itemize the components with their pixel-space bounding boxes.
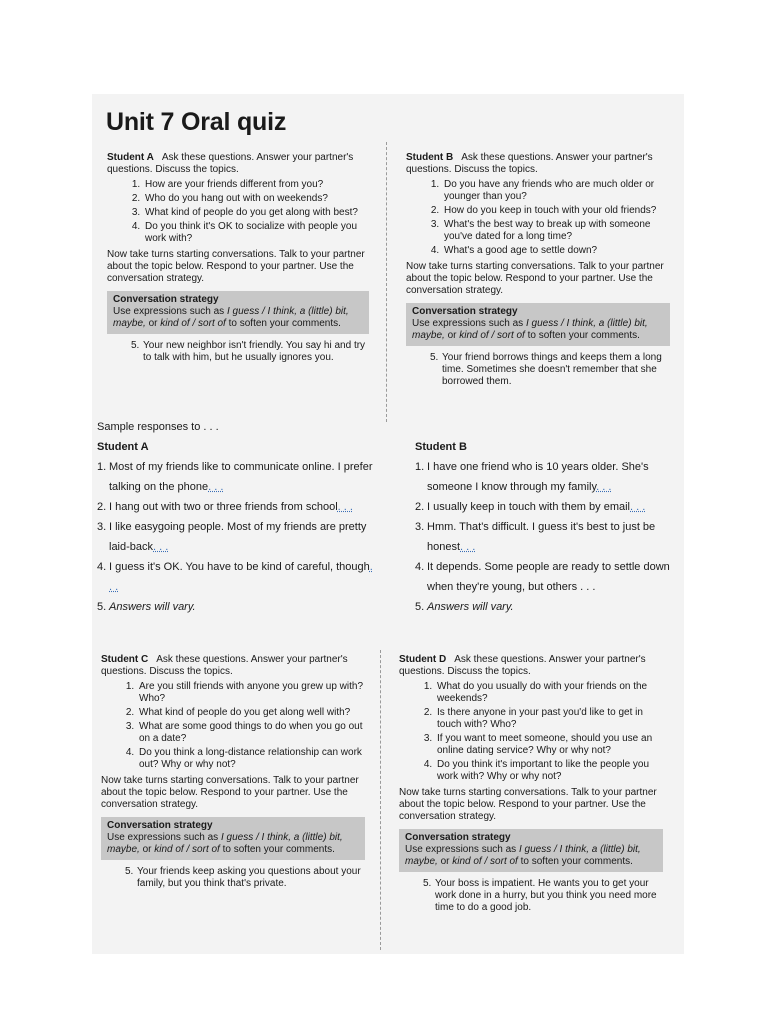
column-divider-bottom bbox=[380, 650, 381, 950]
question-item: 3. What kind of people do you get along with best? bbox=[143, 207, 369, 219]
response-text: Answers will vary. bbox=[427, 601, 514, 613]
sample-responses-b bbox=[415, 437, 680, 617]
strategy-text-part: to soften your comments. bbox=[524, 330, 640, 341]
strategy-text-part: or bbox=[437, 856, 453, 867]
card-intro bbox=[107, 152, 369, 176]
page-title: Unit 7 Oral quiz bbox=[106, 108, 287, 136]
student-label: Student A bbox=[107, 152, 154, 163]
response-text: I have one friend who is 10 years older. She's someone I know through my family bbox=[427, 461, 649, 493]
strategy-expressions: kind of / sort of bbox=[452, 856, 518, 867]
topic-text: Your friends keep asking you questions about your family, but you think that's private. bbox=[137, 866, 361, 889]
ellipsis-link[interactable]: . . . bbox=[630, 501, 646, 513]
ellipsis-link[interactable]: . . . bbox=[109, 561, 373, 593]
strategy-text bbox=[113, 306, 363, 330]
student-label: Student D bbox=[399, 654, 447, 665]
ellipsis-link[interactable]: . . . bbox=[208, 481, 224, 493]
card-intro-text: Ask these questions. Answer your partner's questions. Discuss the topics. bbox=[399, 654, 646, 677]
response-number: 4. bbox=[97, 561, 107, 573]
response-text: I guess it's OK. You have to be kind of careful, though bbox=[109, 561, 370, 573]
response-item bbox=[415, 497, 680, 517]
card-intro bbox=[406, 152, 670, 176]
response-number: 1. bbox=[415, 461, 425, 473]
response-text: Hmm. That's difficult. I guess it's best to just be honest bbox=[427, 521, 656, 553]
card-intro-text: Ask these questions. Answer your partner's questions. Discuss the topics. bbox=[406, 152, 653, 175]
conversation-topic: 5. Your boss is impatient. He wants you to get your work done in a hurry, but you think you need more time to do a good job. bbox=[423, 878, 657, 913]
question-item: 4. What's a good age to settle down? bbox=[442, 245, 670, 257]
topic-text: Your friend borrows things and keeps them a long time. Sometimes she doesn't remember that she borrowed them. bbox=[442, 352, 662, 387]
response-text: Most of my friends like to communicate online. I prefer talking on the phone bbox=[109, 461, 373, 493]
card-intro-text: Ask these questions. Answer your partner's questions. Discuss the topics. bbox=[107, 152, 354, 175]
card-intro bbox=[399, 654, 663, 678]
response-number: 2. bbox=[97, 501, 107, 513]
strategy-text-part: to soften your comments. bbox=[225, 318, 341, 329]
card-intro bbox=[101, 654, 365, 678]
conversation-strategy-box bbox=[101, 817, 365, 860]
question-list bbox=[101, 681, 365, 771]
student-card-b bbox=[406, 152, 670, 388]
question-item: 3. What's the best way to break up with someone you've dated for a long time? bbox=[442, 219, 670, 243]
question-list bbox=[107, 179, 369, 245]
instructions-text: Now take turns starting conversations. Talk to your partner about the topic below. Respond to your partner. Use the conversation strategy. bbox=[101, 775, 359, 810]
question-item: 2. What kind of people do you get along well with? bbox=[137, 707, 365, 719]
question-item: 1. How are your friends different from you? bbox=[143, 179, 369, 191]
question-item: 1. Do you have any friends who are much older or younger than you? bbox=[442, 179, 670, 203]
column-divider-top bbox=[386, 142, 387, 422]
response-number: 3. bbox=[415, 521, 425, 533]
strategy-expressions: I guess / I think, a (little) bit, maybe, bbox=[113, 306, 349, 329]
response-item bbox=[415, 597, 680, 617]
student-label: Student B bbox=[406, 152, 454, 163]
response-item bbox=[415, 557, 680, 597]
instructions-text: Now take turns starting conversations. Talk to your partner about the topic below. Respond to your partner. Use the conversation strategy. bbox=[406, 261, 664, 296]
response-item bbox=[97, 557, 377, 597]
ellipsis-link[interactable]: . . . bbox=[596, 481, 612, 493]
response-item bbox=[97, 457, 377, 497]
topic-text: Your new neighbor isn't friendly. You say hi and try to talk with him, but he usually ignores you. bbox=[143, 340, 366, 363]
sample-student-label: Student A bbox=[97, 441, 149, 453]
strategy-text-part: to soften your comments. bbox=[219, 844, 335, 855]
question-item: 4. Do you think a long-distance relationship can work out? Why or why not? bbox=[137, 747, 365, 771]
response-number: 4. bbox=[415, 561, 425, 573]
sample-responses-heading: Sample responses to . . . bbox=[97, 421, 219, 433]
strategy-text-part: or bbox=[145, 318, 161, 329]
response-text: Answers will vary. bbox=[109, 601, 196, 613]
instructions-text: Now take turns starting conversations. Talk to your partner about the topic below. Respond to your partner. Use the conversation strategy. bbox=[399, 787, 657, 822]
question-item: 2. Who do you hang out with on weekends? bbox=[143, 193, 369, 205]
question-item: 1. Are you still friends with anyone you grew up with? Who? bbox=[137, 681, 365, 705]
strategy-text bbox=[107, 832, 359, 856]
instructions-text: Now take turns starting conversations. Talk to your partner about the topic below. Respond to your partner. Use the conversation strategy. bbox=[107, 249, 365, 284]
response-number: 1. bbox=[97, 461, 107, 473]
strategy-text-part: Use expressions such as bbox=[405, 844, 519, 855]
response-item bbox=[415, 457, 680, 497]
strategy-text-part: Use expressions such as bbox=[412, 318, 526, 329]
student-label: Student C bbox=[101, 654, 149, 665]
topic-text: Your boss is impatient. He wants you to get your work done in a hurry, but you think you need more time to do a good job. bbox=[435, 878, 657, 913]
student-card-d bbox=[399, 654, 663, 914]
question-item: 3. What are some good things to do when you go out on a date? bbox=[137, 721, 365, 745]
question-item: 2. Is there anyone in your past you'd like to get in touch with? Who? bbox=[435, 707, 663, 731]
strategy-title: Conversation strategy bbox=[113, 294, 219, 305]
question-item: 4. Do you think it's OK to socialize with people you work with? bbox=[143, 221, 369, 245]
question-item: 2. How do you keep in touch with your old friends? bbox=[442, 205, 670, 217]
response-item bbox=[97, 517, 377, 557]
strategy-title: Conversation strategy bbox=[107, 820, 213, 831]
strategy-text-part: Use expressions such as bbox=[113, 306, 227, 317]
strategy-title: Conversation strategy bbox=[405, 832, 511, 843]
strategy-text-part: or bbox=[139, 844, 155, 855]
response-text: I like easygoing people. Most of my friends are pretty laid-back bbox=[109, 521, 367, 553]
strategy-expressions: I guess / I think, a (little) bit, maybe, bbox=[412, 318, 648, 341]
strategy-text-part: Use expressions such as bbox=[107, 832, 221, 843]
strategy-text-part: to soften your comments. bbox=[517, 856, 633, 867]
conversation-strategy-box bbox=[107, 291, 369, 334]
response-number: 3. bbox=[97, 521, 107, 533]
ellipsis-link[interactable]: . . . bbox=[337, 501, 353, 513]
response-item bbox=[97, 497, 377, 517]
response-number: 5. bbox=[415, 601, 425, 613]
strategy-expressions: I guess / I think, a (little) bit, maybe, bbox=[405, 844, 641, 867]
response-text: It depends. Some people are ready to settle down when they're young, but others . . . bbox=[427, 561, 670, 593]
conversation-topic: 5. Your friends keep asking you questions about your family, but you think that's private. bbox=[125, 866, 361, 889]
strategy-expressions: I guess / I think, a (little) bit, maybe, bbox=[107, 832, 343, 855]
sample-student-label: Student B bbox=[415, 441, 467, 453]
student-card-c bbox=[101, 654, 365, 890]
student-card-a bbox=[107, 152, 369, 364]
strategy-text bbox=[405, 844, 657, 868]
response-item bbox=[415, 517, 680, 557]
sample-responses-a bbox=[97, 437, 377, 617]
conversation-topic: 5. Your friend borrows things and keeps them a long time. Sometimes she doesn't remember that she borrowed them. bbox=[430, 352, 662, 387]
response-text: I usually keep in touch with them by email bbox=[427, 501, 630, 513]
strategy-expressions: kind of / sort of bbox=[154, 844, 220, 855]
conversation-strategy-box bbox=[406, 303, 670, 346]
question-item: 4. Do you think it's important to like the people you work with? Why or why not? bbox=[435, 759, 663, 783]
response-number: 2. bbox=[415, 501, 425, 513]
question-list bbox=[399, 681, 663, 783]
conversation-strategy-box bbox=[399, 829, 663, 872]
response-number: 5. bbox=[97, 601, 107, 613]
strategy-text bbox=[412, 318, 664, 342]
question-item: 3. If you want to meet someone, should you use an online dating service? Why or why not? bbox=[435, 733, 663, 757]
ellipsis-link[interactable]: . . . bbox=[460, 541, 476, 553]
question-list bbox=[406, 179, 670, 257]
strategy-title: Conversation strategy bbox=[412, 306, 518, 317]
strategy-expressions: kind of / sort of bbox=[160, 318, 226, 329]
strategy-expressions: kind of / sort of bbox=[459, 330, 525, 341]
strategy-text-part: or bbox=[444, 330, 460, 341]
ellipsis-link[interactable]: . . . bbox=[153, 541, 169, 553]
conversation-topic: 5. Your new neighbor isn't friendly. You say hi and try to talk with him, but he usually ignores you. bbox=[131, 340, 366, 363]
question-item: 1. What do you usually do with your friends on the weekends? bbox=[435, 681, 663, 705]
card-intro-text: Ask these questions. Answer your partner's questions. Discuss the topics. bbox=[101, 654, 348, 677]
response-item bbox=[97, 597, 377, 617]
response-text: I hang out with two or three friends from school bbox=[109, 501, 338, 513]
